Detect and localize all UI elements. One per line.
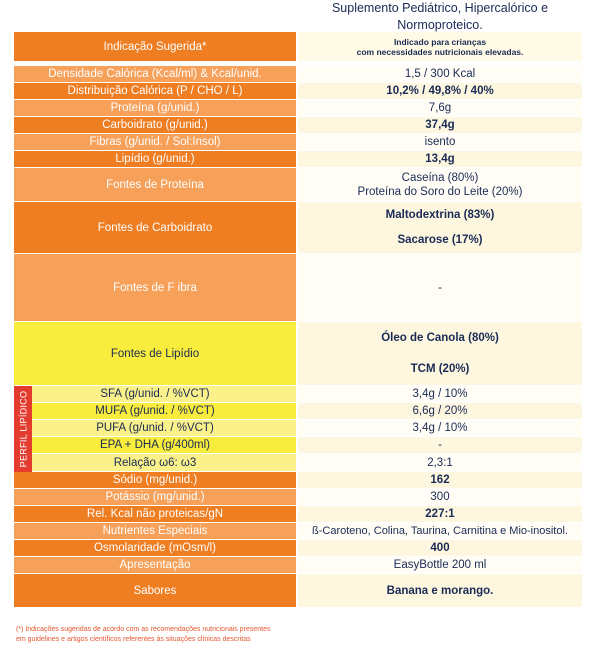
- label-epa-dha: EPA + DHA (g/400ml): [14, 437, 298, 453]
- value-indicacao-line-2: com necessidades nutricionais elevadas.: [356, 46, 524, 57]
- value-relacao: 2,3:1: [298, 454, 582, 471]
- label-apresentacao: Apresentação: [14, 557, 298, 573]
- value-apresentacao: EasyBottle 200 ml: [298, 557, 582, 573]
- row-fontes-proteina: [14, 168, 582, 202]
- label-lipidio: Lipídio (g/unid.): [14, 151, 298, 167]
- label-nutrientes: Nutrientes Especiais: [14, 523, 298, 539]
- row-potassio: [14, 489, 582, 506]
- value-fontes-proteina-line-1: Caseína (80%): [401, 171, 479, 184]
- row-relacao: [14, 454, 582, 472]
- value-fontes-lipidio-line-2: TCM (20%): [410, 363, 470, 376]
- value-sodio: 162: [298, 472, 582, 488]
- label-relacao: Relação ω6: ω3: [14, 454, 298, 471]
- label-fibras: Fibras (g/unid. / Sol:Insol): [14, 134, 298, 150]
- value-fontes-carboidrato-line-1: Maltodextrina (83%): [385, 208, 495, 221]
- row-sabores: [14, 574, 582, 608]
- row-osmolaridade: [14, 540, 582, 557]
- label-sodio: Sódio (mg/unid.): [14, 472, 298, 488]
- footnote-line-1: (*) Indicações sugeridas de acordo com as recomendações nutricionais presentes: [16, 626, 271, 633]
- value-fontes-proteina-line-2: Proteína do Soro do Leite (20%): [357, 185, 523, 198]
- row-apresentacao: [14, 557, 582, 574]
- value-potassio: 300: [298, 489, 582, 505]
- footnote-line-2: em guidelines e artigos científicos referentes às situações clínicas descritas: [16, 635, 251, 643]
- value-nutrientes: ß-Caroteno, Colina, Taurina, Carnitina e Mio-inositol.: [298, 523, 582, 539]
- value-pufa: 3,4g / 10%: [298, 420, 582, 436]
- label-densidade: Densidade Calórica (Kcal/ml) & Kcal/unid.: [14, 66, 298, 82]
- value-fibras: isento: [298, 134, 582, 150]
- value-proteina: 7,6g: [298, 100, 582, 116]
- row-distribuicao: [14, 83, 582, 100]
- row-mufa: [14, 403, 582, 420]
- value-indicacao: [298, 32, 582, 61]
- label-mufa: MUFA (g/unid. / %VCT): [14, 403, 298, 419]
- header-line-1: Suplemento Pediátrico, Hipercalórico e: [331, 1, 549, 15]
- label-distribuicao: Distribuição Calórica (P / CHO / L): [14, 83, 298, 99]
- value-fontes-carboidrato: [298, 202, 582, 253]
- row-nutrientes: [14, 523, 582, 540]
- label-fontes-proteina: Fontes de Proteína: [14, 168, 298, 201]
- value-epa-dha: -: [298, 437, 582, 453]
- label-sabores: Sabores: [14, 574, 298, 607]
- value-sfa: 3,4g / 10%: [298, 386, 582, 402]
- row-rel-kcal: [14, 506, 582, 523]
- label-potassio: Potássio (mg/unid.): [14, 489, 298, 505]
- row-sfa: [14, 386, 582, 403]
- row-fibras: [14, 134, 582, 151]
- label-indicacao: Indicação Sugerida*: [14, 32, 298, 61]
- row-proteina: [14, 100, 582, 117]
- label-fontes-lipidio: Fontes de Lipídio: [14, 322, 298, 385]
- row-sodio: [14, 472, 582, 489]
- value-distribuicao: 10,2% / 49,8% / 40%: [298, 83, 582, 99]
- value-fontes-proteina: [298, 168, 582, 201]
- value-indicacao-line-1: Indicado para crianças: [393, 36, 487, 47]
- row-pufa: [14, 420, 582, 437]
- value-fontes-lipidio: [298, 322, 582, 385]
- perfil-lipidico-tab: [14, 386, 32, 472]
- header-line-2: Normoproteico.: [397, 18, 483, 32]
- row-epa-dha: [14, 437, 582, 454]
- value-rel-kcal: 227:1: [298, 506, 582, 522]
- value-fontes-carboidrato-line-2: Sacarose (17%): [397, 234, 483, 247]
- value-densidade: 1,5 / 300 Kcal: [298, 66, 582, 82]
- label-sfa: SFA (g/unid. / %VCT): [14, 386, 298, 402]
- label-carboidrato: Carboidrato (g/unid.): [14, 117, 298, 133]
- row-densidade: [14, 66, 582, 83]
- perfil-lipidico-label: PERFIL LIPÍDICO: [18, 390, 28, 468]
- row-carboidrato: [14, 117, 582, 134]
- label-osmolaridade: Osmolaridade (mOsm/l): [14, 540, 298, 556]
- value-sabores: Banana e morango.: [298, 574, 582, 607]
- label-fontes-fibra: Fontes de F ibra: [14, 254, 298, 321]
- row-indicacao: [14, 32, 582, 62]
- value-osmolaridade: 400: [298, 540, 582, 556]
- row-fontes-lipidio: [14, 322, 582, 386]
- value-carboidrato: 37,4g: [298, 117, 582, 133]
- label-rel-kcal: Rel. Kcal não proteicas/gN: [14, 506, 298, 522]
- value-fontes-fibra: -: [298, 254, 582, 321]
- row-fontes-fibra: [14, 254, 582, 322]
- label-proteina: Proteína (g/unid.): [14, 100, 298, 116]
- row-lipidio: [14, 151, 582, 168]
- footnote: [16, 625, 336, 644]
- row-fontes-carboidrato: [14, 202, 582, 254]
- value-fontes-lipidio-line-1: Óleo de Canola (80%): [381, 331, 499, 344]
- product-description-header: [300, 0, 580, 34]
- value-lipidio: 13,4g: [298, 151, 582, 167]
- label-fontes-carboidrato: Fontes de Carboidrato: [14, 202, 298, 253]
- value-mufa: 6,6g / 20%: [298, 403, 582, 419]
- label-pufa: PUFA (g/unid. / %VCT): [14, 420, 298, 436]
